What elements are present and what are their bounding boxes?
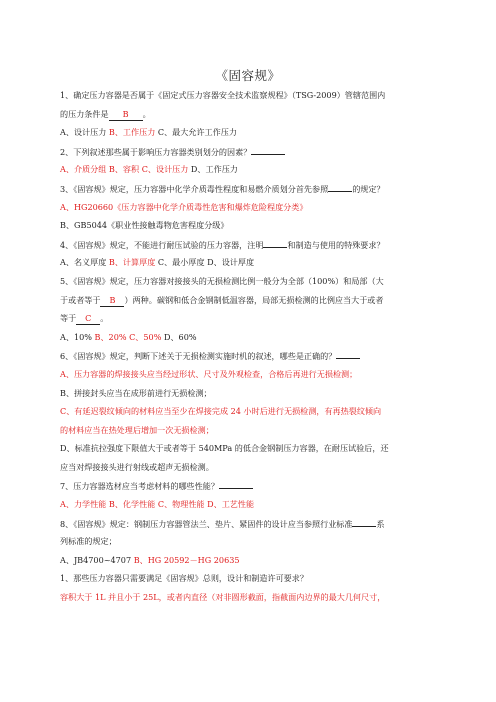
- answer-blank: [263, 235, 287, 248]
- text-segment: 5、《固容规》规定，压力容器对接接头的无损检测比例一般分为全部（100%）和局部（大: [60, 275, 384, 286]
- text-segment: B、20% C、50%: [94, 331, 162, 342]
- text-segment: D、工作压力: [188, 164, 238, 175]
- text-segment: B、拼接封头应当在成形前进行无损检测；: [60, 387, 212, 398]
- text-segment: 和制造与使用的特殊要求？: [287, 239, 385, 250]
- text-line: [60, 291, 450, 310]
- text-line: [60, 160, 450, 179]
- answer-blank: B: [100, 294, 124, 307]
- text-line: [60, 476, 450, 495]
- text-segment: A、10%: [60, 331, 95, 342]
- text-segment: 7、压力容器选材应当考虑材料的哪些性能？: [60, 481, 219, 492]
- text-segment: A、名义厚度: [60, 257, 109, 268]
- text-segment: B、计算厚度: [108, 257, 156, 268]
- text-line: [60, 384, 450, 403]
- text-line: [60, 439, 450, 458]
- text-segment: 。: [100, 313, 109, 324]
- text-line: [60, 105, 450, 124]
- text-segment: 于或者等于: [60, 294, 101, 305]
- text-segment: D、标准抗拉强度下限值大于或者等于 540MPa 的低合金钢制压力容器，在耐压试验后，还: [60, 443, 389, 454]
- text-segment: 容积大于 1L 并且小于 25L，或者内直径（对非圆形截面，指截面内边界的最大几何尺寸，: [60, 592, 386, 603]
- text-line: [60, 421, 450, 440]
- text-line: [60, 253, 450, 272]
- text-segment: C、最大允许工作压力: [155, 127, 237, 138]
- text-line: [60, 551, 450, 570]
- text-segment: 列标准的规定；: [60, 536, 117, 547]
- answer-blank: [336, 346, 360, 359]
- text-line: [60, 272, 450, 291]
- text-segment: 系: [376, 518, 385, 529]
- answer-blank: [352, 514, 376, 527]
- text-line: [60, 123, 450, 142]
- text-line: [60, 328, 450, 347]
- text-line: [60, 142, 450, 161]
- text-line: [60, 532, 450, 551]
- text-line: [60, 402, 450, 421]
- text-segment: B、HG 20592－HG 20635: [133, 554, 240, 565]
- text-segment: 的规定？: [352, 183, 385, 194]
- text-segment: 6、《固容规》规定，判断下述关于无损检测实施时机的叙述，哪些是正确的？: [60, 351, 337, 362]
- text-line: [60, 569, 450, 588]
- text-segment: 。: [142, 108, 151, 119]
- text-segment: D、60%: [161, 331, 197, 342]
- text-segment: C、有延迟裂纹倾向的材料应当至少在焊接完成 24 小时后进行无损检测，有再热裂纹倾向: [60, 406, 382, 417]
- text-segment: A、HG20660《压力容器中化学介质毒性危害和爆炸危险程度分类》: [60, 201, 308, 212]
- text-line: [60, 346, 450, 365]
- answer-blank: [328, 179, 352, 192]
- text-segment: B、工作压力: [108, 127, 156, 138]
- answer-blank: B: [109, 108, 143, 121]
- page-title: 《固容规》: [215, 68, 281, 83]
- text-line: [60, 86, 450, 105]
- text-segment: 8、《固容规》规定：钢制压力容器管法兰、垫片、紧固件的设计应当参照行业标准: [60, 518, 353, 529]
- answer-blank: [219, 476, 253, 489]
- text-segment: 等于: [60, 313, 77, 324]
- text-line: [60, 458, 450, 477]
- text-line: [60, 495, 450, 514]
- text-line: [60, 309, 450, 328]
- text-segment: ）两种。碳钢和低合金钢制低温容器，局部无损检测的比例应当大于或者: [124, 294, 384, 305]
- text-segment: A、力学性能 B、化学性能 C、物理性能 D、工艺性能: [60, 499, 255, 510]
- document-body: [60, 86, 450, 607]
- text-segment: A、压力容器的焊接接头应当经过形状、尺寸及外观检查，合格后再进行无损检测；: [60, 368, 358, 379]
- answer-blank: C: [76, 312, 100, 325]
- text-line: [60, 588, 450, 607]
- text-segment: A、设计压力: [60, 127, 109, 138]
- text-line: [60, 235, 450, 254]
- text-segment: A、介质分组 B、容积 C、设计压力: [60, 164, 189, 175]
- text-segment: A、JB4700~4707: [60, 554, 134, 565]
- text-line: [60, 514, 450, 533]
- text-segment: C、最小厚度 D、设计厚度: [155, 257, 255, 268]
- text-segment: 的材料应当在热处理后增加一次无损检测；: [60, 424, 214, 435]
- text-segment: 2、下列叙述那些属于影响压力容器类别划分的因素？: [60, 146, 252, 157]
- text-segment: 1、那些压力容器只需要满足《固容规》总则，设计和制造许可要求？: [60, 573, 308, 584]
- text-line: [60, 179, 450, 198]
- text-line: [60, 216, 450, 235]
- text-segment: 4、《固容规》规定，不能进行耐压试验的压力容器，注明: [60, 239, 264, 250]
- text-segment: 应当对焊接接头进行射线或超声无损检测。: [60, 461, 214, 472]
- text-line: [60, 198, 450, 217]
- text-segment: 的压力条件是: [60, 108, 109, 119]
- answer-blank: [251, 142, 285, 155]
- text-segment: 3、《固容规》规定，压力容器中化学介质毒性程度和易燃介质划分首先参照: [60, 183, 329, 194]
- text-segment: 1、确定压力容器是否属于《固定式压力容器安全技术监察规程》（TSG-2009）管辖范围内: [60, 90, 386, 100]
- text-line: [60, 365, 450, 384]
- text-segment: B、GB5044《职业性接触毒物危害程度分级》: [60, 220, 229, 231]
